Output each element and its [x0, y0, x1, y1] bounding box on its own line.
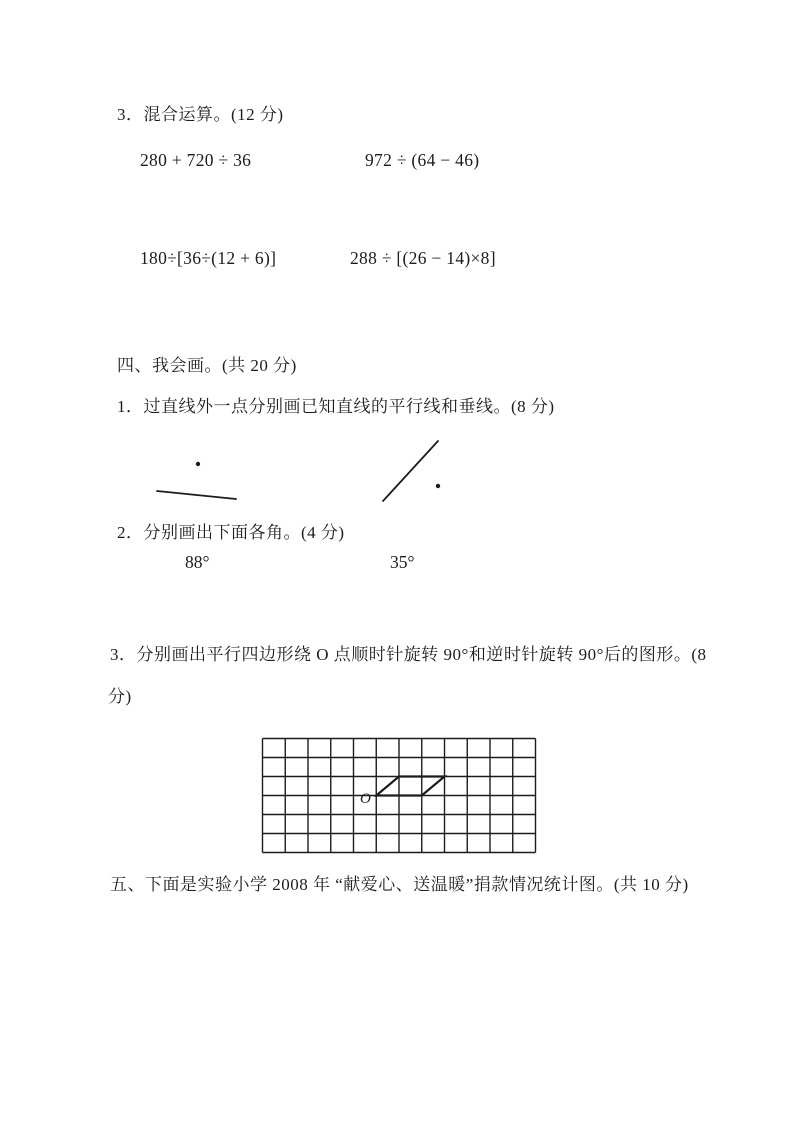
rotation-center-label: O — [360, 791, 371, 807]
q5-section-heading: 五、下面是实验小学 2008 年 “献爱心、送温暖”捐款情况统计图。(共 10 分) — [110, 875, 689, 894]
q4-section-heading: 四、我会画。(共 20 分) — [117, 356, 297, 375]
q3-expression-2: 972 ÷ (64 − 46) — [365, 150, 480, 170]
q4-item3-text-line2: 分) — [108, 687, 132, 706]
angle-value-2: 35° — [390, 552, 415, 572]
q4-item3-text-line1: 3．分别画出平行四边形绕 O 点顺时针旋转 90°和逆时针旋转 90°后的图形。(8 — [110, 645, 707, 664]
q3-heading: 3．混合运算。(12 分) — [117, 105, 284, 124]
parallel-perpendicular-figure — [140, 433, 460, 518]
q4-item1-text: 1．过直线外一点分别画已知直线的平行线和垂线。(8 分) — [117, 397, 555, 416]
q3-expression-4: 288 ÷ [(26 − 14)×8] — [350, 248, 496, 268]
angle-value-1: 88° — [185, 552, 210, 572]
q3-expression-1: 280 + 720 ÷ 36 — [140, 150, 252, 170]
rotation-grid-figure — [261, 737, 538, 855]
q3-expression-3: 180÷[36÷(12 + 6)] — [140, 248, 277, 268]
q4-item2-text: 2．分别画出下面各角。(4 分) — [117, 523, 345, 542]
